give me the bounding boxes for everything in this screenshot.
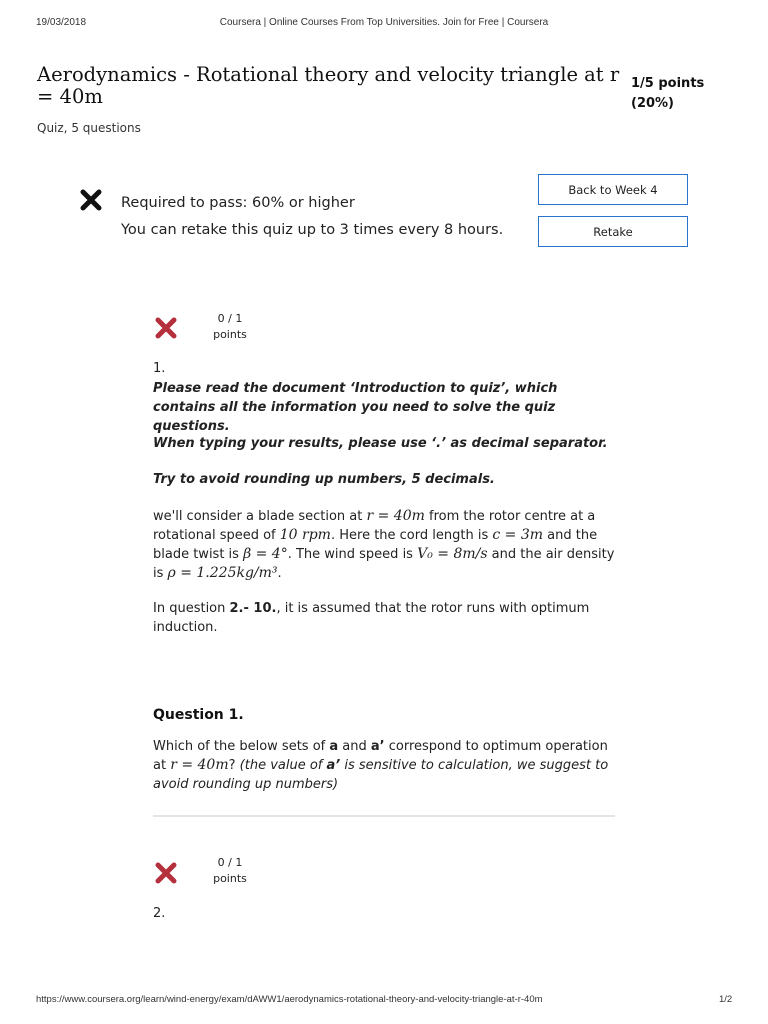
red-x-icon bbox=[154, 861, 178, 885]
points-value: 0 / 1 bbox=[217, 312, 243, 325]
print-page-title: Coursera | Online Courses From Top Universities. Join for Free | Coursera bbox=[219, 17, 549, 28]
divider bbox=[153, 815, 615, 817]
points-label: points bbox=[213, 872, 247, 885]
required-to-pass: Required to pass: 60% or higher bbox=[121, 195, 355, 211]
score-percent: (20%) bbox=[631, 96, 674, 111]
math-rotational-speed: 10 rpm bbox=[279, 527, 331, 543]
instruction-rounding: Try to avoid rounding up numbers, 5 decimals. bbox=[153, 472, 495, 487]
points-label: points bbox=[213, 328, 247, 341]
red-x-icon bbox=[154, 316, 178, 340]
quiz-subtitle: Quiz, 5 questions bbox=[37, 121, 141, 135]
quiz-title: Aerodynamics - Rotational theory and velocity triangle at r = 40m bbox=[37, 63, 620, 108]
question-number: 2. bbox=[153, 906, 166, 921]
back-to-week-button[interactable]: Back to Week 4 bbox=[538, 174, 688, 205]
optimum-induction-note: In question 2.- 10., it is assumed that the rotor runs with optimum induction. bbox=[153, 601, 590, 635]
retake-button[interactable]: Retake bbox=[538, 216, 688, 247]
math-r: r = 40m bbox=[366, 508, 425, 524]
print-page-number: 1/2 bbox=[719, 994, 733, 1005]
requirement-block bbox=[121, 190, 503, 244]
math-twist: β = 4° bbox=[243, 546, 288, 562]
question-text: Which of the below sets of a and a’ correspond to optimum operation at r = 40m? (the value of a’ is sensitive to calculation, we suggest to avoid rounding up numbers) bbox=[153, 739, 609, 792]
question-heading: Question 1. bbox=[153, 707, 244, 723]
instruction-decimal: When typing your results, please use ‘.’ as decimal separator. bbox=[153, 436, 608, 451]
score-points: 1/5 points bbox=[631, 76, 705, 91]
print-date: 19/03/2018 bbox=[36, 17, 87, 28]
problem-statement: we'll consider a blade section at r = 40m from the rotor centre at a rotational speed of 10 rpm. Here the cord length is c = 3m and the blade twist is β = 4°. The wind speed is V₀ = 8m/s and the air density is ρ = 1.225kg/m³. bbox=[153, 508, 615, 581]
math-r-question: r = 40m bbox=[170, 757, 229, 773]
question-points bbox=[200, 311, 260, 343]
score-summary bbox=[631, 74, 704, 114]
points-value: 0 / 1 bbox=[217, 856, 243, 869]
heavy-x-icon bbox=[80, 189, 102, 211]
retake-info: You can retake this quiz up to 3 times every 8 hours. bbox=[121, 222, 504, 238]
math-chord: c = 3m bbox=[492, 527, 544, 543]
math-air-density: ρ = 1.225kg/m³ bbox=[167, 565, 278, 581]
print-url: https://www.coursera.org/learn/wind-energy/exam/dAWW1/aerodynamics-rotational-theory-and-velocity-triangle-at-r-40m bbox=[36, 994, 543, 1005]
question-points bbox=[200, 855, 260, 887]
math-wind-speed: V₀ = 8m/s bbox=[417, 546, 488, 562]
instruction-read-doc: Please read the document ‘Introduction to quiz’, which contains all the information you need to solve the quiz questions. bbox=[153, 381, 558, 434]
question-number: 1. bbox=[153, 361, 166, 376]
